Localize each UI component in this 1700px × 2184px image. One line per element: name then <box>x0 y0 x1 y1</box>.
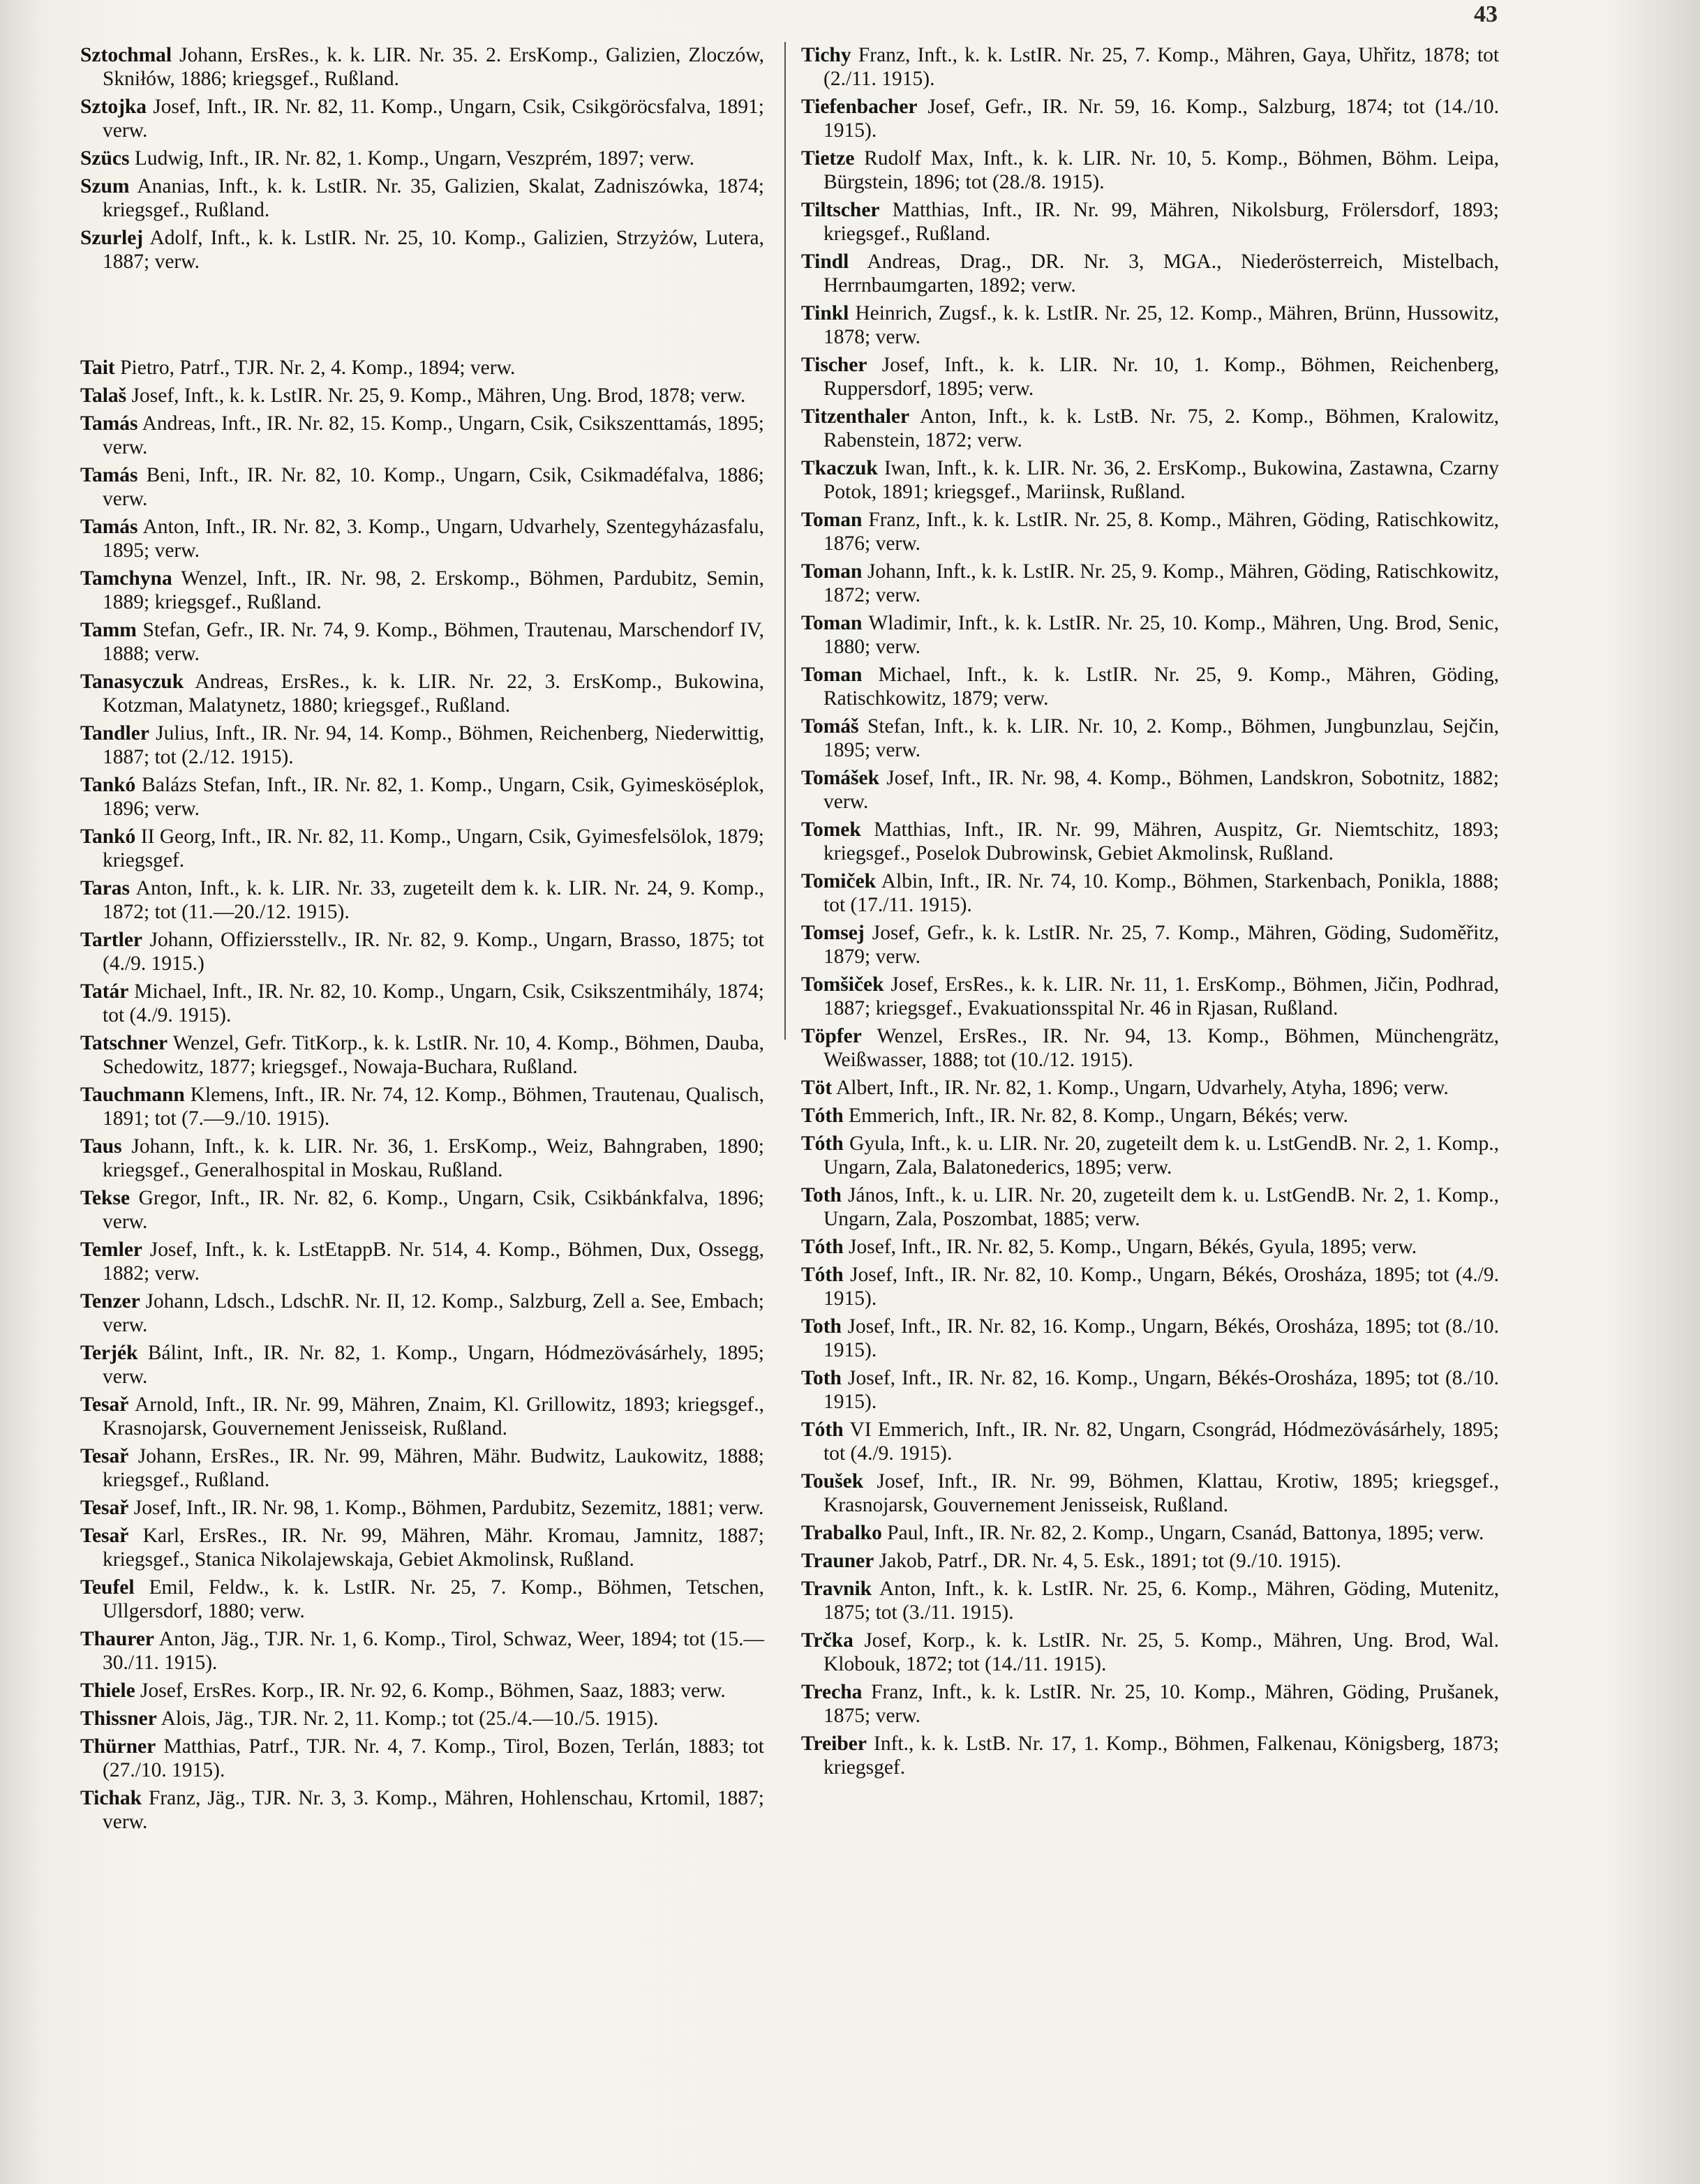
register-entry <box>801 1366 1499 1414</box>
entry-details: Inft., k. k. LstB. Nr. 17, 1. Komp., Böhmen, Falkenau, Königsberg, 1873; kriegsgef. <box>823 1733 1499 1779</box>
entry-details: Matthias, Inft., IR. Nr. 99, Mähren, Auspitz, Gr. Niemtschitz, 1893; kriegsgef., Poselok Dubrowinsk, Gebiet Akmolinsk, Rußland. <box>823 818 1499 865</box>
entry-details: Franz, Jäg., TJR. Nr. 3, 3. Komp., Mähren, Hohlenschau, Krtomil, 1887; verw. <box>103 1787 764 1833</box>
register-entry <box>801 147 1499 194</box>
column-divider <box>784 42 786 1040</box>
register-entry <box>80 618 764 666</box>
entry-details: Josef, Inft., IR. Nr. 98, 4. Komp., Böhmen, Landskron, Sobotnitz, 1882; verw. <box>823 767 1500 813</box>
entry-surname: Toušek <box>801 1470 864 1493</box>
register-entry <box>80 1679 764 1703</box>
register-entry <box>801 766 1499 814</box>
register-entry <box>80 1735 764 1782</box>
entry-details: Michael, Inft., k. k. LstIR. Nr. 25, 9. Komp., Mähren, Göding, Ratischkowitz, 1879; verw. <box>823 664 1499 710</box>
entry-surname: Terjék <box>80 1342 138 1364</box>
entry-details: Wenzel, ErsRes., IR. Nr. 94, 13. Komp., Böhmen, Münchengrätz, Weißwasser, 1888; tot (10./12. 1915). <box>823 1025 1500 1071</box>
entry-surname: Tischer <box>801 354 867 376</box>
entry-details: Franz, Inft., k. k. LstIR. Nr. 25, 7. Komp., Mähren, Gaya, Uhřitz, 1878; tot (2./11. 1915). <box>823 44 1500 90</box>
entry-surname: Tesař <box>80 1445 129 1467</box>
entry-details: Matthias, Inft., IR. Nr. 99, Mähren, Nikolsburg, Frölersdorf, 1893; kriegsgef., Rußland. <box>823 199 1499 245</box>
register-entry <box>801 198 1499 246</box>
entry-surname: Tamm <box>80 619 137 641</box>
register-entry <box>801 818 1499 865</box>
entry-details: Josef, Korp., k. k. LstIR. Nr. 25, 5. Komp., Mähren, Ung. Brod, Wal. Klobouk, 1872; tot (14./11. 1915). <box>823 1629 1499 1675</box>
entry-surname: Tomáš <box>801 715 859 738</box>
page-number: 43 <box>1474 1 1498 27</box>
entry-details: Beni, Inft., IR. Nr. 82, 10. Komp., Ungarn, Csik, Csikmadéfalva, 1886; verw. <box>103 464 765 510</box>
register-entry <box>80 1238 764 1285</box>
section-gap <box>80 278 764 356</box>
entry-surname: Tamás <box>80 464 138 486</box>
register-entry <box>80 1186 764 1234</box>
entry-details: Johann, Offiziersstellv., IR. Nr. 82, 9. Komp., Ungarn, Brasso, 1875; tot (4./9. 1915.) <box>103 929 764 975</box>
entry-details: Josef, Inft., k. k. LIR. Nr. 10, 1. Komp., Böhmen, Reichenberg, Ruppersdorf, 1895; verw. <box>823 354 1499 400</box>
register-entry <box>801 1549 1499 1573</box>
register-entry <box>801 1024 1499 1072</box>
register-entry <box>80 1083 764 1130</box>
register-entry <box>80 515 764 562</box>
register-entry <box>801 43 1499 91</box>
register-entry <box>801 508 1499 555</box>
entry-details: Johann, ErsRes., k. k. LIR. Nr. 35. 2. ErsKomp., Galizien, Zloczów, Skniłów, 1886; kriegsgef., Rußland. <box>103 44 764 90</box>
entry-details: Alois, Jäg., TJR. Nr. 2, 11. Komp.; tot (25./4.—10./5. 1915). <box>161 1707 659 1730</box>
entry-surname: Tinkl <box>801 302 849 324</box>
entry-surname: Tatár <box>80 980 129 1003</box>
entry-details: Gregor, Inft., IR. Nr. 82, 6. Komp., Ungarn, Csik, Csikbánkfalva, 1896; verw. <box>103 1187 764 1233</box>
register-entry <box>80 825 764 872</box>
entry-details: Josef, Inft., IR. Nr. 82, 11. Komp., Ungarn, Csik, Csikgöröcsfalva, 1891; verw. <box>103 96 765 142</box>
entry-surname: Tankó <box>80 774 136 796</box>
entry-details: Klemens, Inft., IR. Nr. 74, 12. Komp., Böhmen, Trautenau, Qualisch, 1891; tot (7.—9./10. 1915). <box>103 1084 764 1130</box>
entry-surname: Tóth <box>801 1105 844 1127</box>
entry-surname: Travnik <box>801 1578 872 1600</box>
entry-surname: Tóth <box>801 1419 844 1441</box>
entry-details: Johann, Inft., k. k. LIR. Nr. 36, 1. ErsKomp., Weiz, Bahngraben, 1890; kriegsgef., Generalhospital in Moskau, Rußland. <box>103 1135 765 1181</box>
register-entry <box>80 1786 764 1834</box>
register-entry <box>80 1524 764 1571</box>
register-entry <box>80 1444 764 1492</box>
entry-surname: Toman <box>801 612 863 634</box>
entry-surname: Trecha <box>801 1681 863 1703</box>
entry-details: Balázs Stefan, Inft., IR. Nr. 82, 1. Komp., Ungarn, Csik, Gyimesköséplok, 1896; verw. <box>103 774 765 820</box>
entry-surname: Tóth <box>801 1132 844 1155</box>
entry-surname: Szurlej <box>80 227 144 249</box>
entry-details: Anton, Inft., IR. Nr. 82, 3. Komp., Ungarn, Udvarhely, Szentegyházasfalu, 1895; verw. <box>103 516 764 562</box>
register-entry <box>801 1577 1499 1624</box>
register-entry <box>801 1315 1499 1362</box>
entry-surname: Tauchmann <box>80 1084 185 1106</box>
register-entry <box>801 1076 1499 1100</box>
entry-details: Franz, Inft., k. k. LstIR. Nr. 25, 8. Komp., Mähren, Göding, Ratischkowitz, 1876; verw. <box>823 509 1499 555</box>
register-entry <box>801 1104 1499 1128</box>
entry-surname: Sztojka <box>80 96 147 118</box>
entry-details: Josef, ErsRes. Korp., IR. Nr. 92, 6. Komp., Böhmen, Saaz, 1883; verw. <box>140 1680 726 1702</box>
register-entry <box>801 1183 1499 1231</box>
register-entry <box>80 567 764 614</box>
entry-surname: Titzenthaler <box>801 405 910 428</box>
entry-details: Josef, Inft., k. k. LstIR. Nr. 25, 9. Komp., Mähren, Ung. Brod, 1878; verw. <box>131 384 746 407</box>
entry-surname: Thaurer <box>80 1628 154 1650</box>
entry-surname: Tóth <box>801 1264 844 1286</box>
entry-surname: Töt <box>801 1077 833 1099</box>
register-entry <box>80 1031 764 1079</box>
entry-details: Wladimir, Inft., k. k. LstIR. Nr. 25, 10. Komp., Mähren, Ung. Brod, Senic, 1880; verw. <box>823 612 1499 658</box>
entry-surname: Treiber <box>801 1733 867 1755</box>
entry-surname: Temler <box>80 1239 143 1261</box>
entry-surname: Thiele <box>80 1680 135 1702</box>
register-entry <box>80 773 764 821</box>
register-entry <box>801 560 1499 607</box>
entry-details: Albin, Inft., IR. Nr. 74, 10. Komp., Böhmen, Starkenbach, Ponikla, 1888; tot (17./11. 1915). <box>823 870 1499 916</box>
register-entry <box>801 1732 1499 1779</box>
entry-surname: Taras <box>80 877 131 899</box>
register-entry <box>80 721 764 769</box>
register-entry <box>80 463 764 511</box>
entry-details: Michael, Inft., IR. Nr. 82, 10. Komp., Ungarn, Csik, Csikszentmihály, 1874; tot (4./9. 1915). <box>103 980 764 1026</box>
entry-details: Iwan, Inft., k. k. LIR. Nr. 36, 2. ErsKomp., Bukowina, Zastawna, Czarny Potok, 1891; kriegsgef., Mariinsk, Rußland. <box>823 457 1499 503</box>
entry-details: Gyula, Inft., k. u. LIR. Nr. 20, zugeteilt dem k. u. LstGendB. Nr. 2, 1. Komp., Ungarn, Zala, Balatonederics, 1895; verw. <box>823 1132 1499 1179</box>
entry-surname: Tiefenbacher <box>801 96 918 118</box>
register-entry <box>801 611 1499 659</box>
register-entry <box>80 1707 764 1730</box>
register-entry <box>801 715 1499 762</box>
entry-surname: Toman <box>801 664 863 686</box>
register-entry <box>80 412 764 459</box>
entry-surname: Tanasyczuk <box>80 671 184 693</box>
entry-details: Matthias, Patrf., TJR. Nr. 4, 7. Komp., Tirol, Bozen, Terlán, 1883; tot (27./10. 1915). <box>103 1735 764 1781</box>
entry-details: Ananias, Inft., k. k. LstIR. Nr. 35, Galizien, Skalat, Zadniszówka, 1874; kriegsgef., Rußland. <box>103 175 765 221</box>
register-entry <box>80 356 764 380</box>
entry-surname: Tichy <box>801 44 851 66</box>
entry-surname: Tartler <box>80 929 143 951</box>
entry-surname: Tomášek <box>801 767 880 789</box>
register-entry <box>801 1469 1499 1517</box>
entry-details: Josef, Inft., IR. Nr. 82, 10. Komp., Ungarn, Békés, Orosháza, 1895; tot (4./9. 1915). <box>823 1264 1499 1310</box>
entry-surname: Tomsej <box>801 922 865 944</box>
entry-details: Johann, Inft., k. k. LstIR. Nr. 25, 9. Komp., Mähren, Göding, Ratischkowitz, 1872; verw. <box>823 560 1499 606</box>
entry-details: Julius, Inft., IR. Nr. 94, 14. Komp., Böhmen, Reichenberg, Niederwittig, 1887; tot (2./12. 1915). <box>103 722 764 768</box>
entry-details: Heinrich, Zugsf., k. k. LstIR. Nr. 25, 12. Komp., Mähren, Brünn, Hussowitz, 1878; verw. <box>823 302 1499 348</box>
entry-details: Josef, Inft., IR. Nr. 82, 16. Komp., Ungarn, Békés, Orosháza, 1895; tot (8./10. 1915). <box>823 1315 1499 1361</box>
entry-details: Anton, Jäg., TJR. Nr. 1, 6. Komp., Tirol, Schwaz, Weer, 1894; tot (15.—30./11. 1915). <box>103 1628 764 1674</box>
entry-details: Josef, Inft., IR. Nr. 98, 1. Komp., Böhmen, Pardubitz, Sezemitz, 1881; verw. <box>133 1497 764 1519</box>
register-entry <box>80 1135 764 1182</box>
entry-surname: Teufel <box>80 1576 135 1599</box>
register-entry <box>80 876 764 924</box>
entry-details: Anton, Inft., k. k. LstIR. Nr. 25, 6. Komp., Mähren, Göding, Mutenitz, 1875; tot (3./11. 1915). <box>823 1578 1499 1624</box>
register-entry <box>801 921 1499 968</box>
register-entry <box>801 663 1499 710</box>
entry-details: II Georg, Inft., IR. Nr. 82, 11. Komp., Ungarn, Csik, Gyimesfelsölok, 1879; kriegsgef. <box>103 825 764 872</box>
entry-details: Josef, Inft., IR. Nr. 82, 5. Komp., Ungarn, Békés, Gyula, 1895; verw. <box>849 1236 1417 1258</box>
entry-details: Josef, Gefr., k. k. LstIR. Nr. 25, 7. Komp., Mähren, Göding, Sudoměřitz, 1879; verw. <box>823 922 1499 968</box>
entry-details: Ludwig, Inft., IR. Nr. 82, 1. Komp., Ungarn, Veszprém, 1897; verw. <box>134 147 694 170</box>
register-entry <box>80 43 764 91</box>
entry-surname: Toth <box>801 1184 842 1206</box>
entry-surname: Szum <box>80 175 130 197</box>
register-entry <box>80 980 764 1027</box>
entry-surname: Tamchyna <box>80 567 172 590</box>
entry-details: Johann, ErsRes., IR. Nr. 99, Mähren, Mähr. Budwitz, Laukowitz, 1888; kriegsgef., Rußland. <box>103 1445 764 1491</box>
entry-details: Josef, Gefr., IR. Nr. 59, 16. Komp., Salzburg, 1874; tot (14./10. 1915). <box>823 96 1500 142</box>
entry-details: Wenzel, Gefr. TitKorp., k. k. LstIR. Nr. 10, 4. Komp., Böhmen, Dauba, Schedowitz, 1877; kriegsgef., Nowaja-Buchara, Rußland. <box>103 1032 765 1078</box>
register-entry <box>801 456 1499 504</box>
register-entry <box>80 174 764 222</box>
entry-details: Stefan, Gefr., IR. Nr. 74, 9. Komp., Böhmen, Trautenau, Marschendorf IV, 1888; verw. <box>103 619 764 665</box>
entry-surname: Szücs <box>80 147 130 170</box>
entry-surname: Tamás <box>80 412 138 435</box>
entry-details: Andreas, Drag., DR. Nr. 3, MGA., Niederösterreich, Mistelbach, Herrnbaumgarten, 1892; verw. <box>823 250 1500 297</box>
register-entry <box>80 226 764 274</box>
entry-details: Karl, ErsRes., IR. Nr. 99, Mähren, Mähr. Kromau, Jamnitz, 1887; kriegsgef., Stanica Nikolajewskaja, Gebiet Akmolinsk, Rußland. <box>103 1525 765 1571</box>
entry-surname: Tandler <box>80 722 149 745</box>
entry-details: Anton, Inft., k. k. LstB. Nr. 75, 2. Komp., Böhmen, Kralowitz, Rabenstein, 1872; verw. <box>823 405 1500 451</box>
register-entry <box>80 95 764 142</box>
register-entry <box>80 1289 764 1337</box>
register-entry <box>801 250 1499 297</box>
entry-surname: Tekse <box>80 1187 131 1209</box>
entry-surname: Tankó <box>80 825 136 848</box>
entry-details: Arnold, Inft., IR. Nr. 99, Mähren, Znaim, Kl. Grillowitz, 1893; kriegsgef., Krasnojarsk, Gouvernement Jenisseisk, Rußland. <box>103 1393 764 1439</box>
entry-surname: Tiltscher <box>801 199 880 221</box>
entry-details: Albert, Inft., IR. Nr. 82, 1. Komp., Ungarn, Udvarhely, Atyha, 1896; verw. <box>836 1077 1449 1099</box>
entry-surname: Töpfer <box>801 1025 862 1047</box>
register-entry <box>801 1521 1499 1545</box>
entry-surname: Tietze <box>801 147 855 170</box>
register-entry <box>80 1341 764 1389</box>
register-entry <box>80 1393 764 1440</box>
left-column <box>80 43 764 1838</box>
entry-surname: Tindl <box>801 250 849 273</box>
entry-surname: Tichak <box>80 1787 142 1809</box>
entry-surname: Tomek <box>801 818 861 841</box>
entry-surname: Thürner <box>80 1735 156 1758</box>
register-entry <box>80 1627 764 1675</box>
entry-surname: Tenzer <box>80 1290 140 1312</box>
entry-details: Jakob, Patrf., DR. Nr. 4, 5. Esk., 1891; tot (9./10. 1915). <box>879 1550 1341 1572</box>
register-entry <box>801 301 1499 349</box>
entry-surname: Taus <box>80 1135 122 1158</box>
register-entry <box>801 353 1499 401</box>
entry-details: Emmerich, Inft., IR. Nr. 82, 8. Komp., Ungarn, Békés; verw. <box>849 1105 1348 1127</box>
entry-details: Anton, Inft., k. k. LIR. Nr. 33, zugeteilt dem k. k. LIR. Nr. 24, 9. Komp., 1872; tot (11.—20./12. 1915). <box>103 877 764 923</box>
entry-surname: Trauner <box>801 1550 874 1572</box>
entry-surname: Tamás <box>80 516 138 538</box>
register-entry <box>801 95 1499 142</box>
entry-details: Josef, Inft., IR. Nr. 82, 16. Komp., Ungarn, Békés-Orosháza, 1895; tot (8./10. 1915). <box>823 1367 1500 1413</box>
entry-details: Emil, Feldw., k. k. LstIR. Nr. 25, 7. Komp., Böhmen, Tetschen, Ullgersdorf, 1880; verw. <box>103 1576 764 1622</box>
entry-surname: Tkaczuk <box>801 457 878 479</box>
entry-details: Josef, Inft., k. k. LstEtappB. Nr. 514, 4. Komp., Böhmen, Dux, Ossegg, 1882; verw. <box>103 1239 765 1285</box>
register-entry <box>801 1263 1499 1310</box>
entry-details: Johann, Ldsch., LdschR. Nr. II, 12. Komp., Salzburg, Zell a. See, Embach; verw. <box>103 1290 764 1336</box>
register-entry <box>80 928 764 975</box>
entry-details: Bálint, Inft., IR. Nr. 82, 1. Komp., Ungarn, Hódmezövásárhely, 1895; verw. <box>103 1342 765 1388</box>
register-entry <box>80 147 764 170</box>
register-entry <box>801 1132 1499 1179</box>
entry-details: Rudolf Max, Inft., k. k. LIR. Nr. 10, 5. Komp., Böhmen, Böhm. Leipa, Bürgstein, 1896; tot (28./8. 1915). <box>823 147 1500 193</box>
entry-details: Josef, Inft., IR. Nr. 99, Böhmen, Klattau, Krotiw, 1895; kriegsgef., Krasnojarsk, Gouvernement Jenisseisk, Rußland. <box>823 1470 1499 1516</box>
entry-surname: Tóth <box>801 1236 844 1258</box>
entry-details: Franz, Inft., k. k. LstIR. Nr. 25, 10. Komp., Mähren, Göding, Prušanek, 1875; verw. <box>823 1681 1499 1727</box>
entry-surname: Tait <box>80 357 115 379</box>
register-entry <box>80 1576 764 1623</box>
entry-surname: Tomšiček <box>801 973 884 996</box>
entry-surname: Toth <box>801 1367 842 1389</box>
entry-details: Andreas, Inft., IR. Nr. 82, 15. Komp., Ungarn, Csik, Csikszenttamás, 1895; verw. <box>103 412 765 458</box>
entry-details: Adolf, Inft., k. k. LstIR. Nr. 25, 10. Komp., Galizien, Strzyżów, Lutera, 1887; verw. <box>103 227 765 273</box>
entry-surname: Tomiček <box>801 870 877 892</box>
entry-surname: Trčka <box>801 1629 853 1652</box>
entry-surname: Toth <box>801 1315 842 1338</box>
entry-details: Stefan, Inft., k. k. LIR. Nr. 10, 2. Komp., Böhmen, Jungbunzlau, Sejčin, 1895; verw. <box>823 715 1500 761</box>
entry-details: Wenzel, Inft., IR. Nr. 98, 2. Erskomp., Böhmen, Pardubitz, Semin, 1889; kriegsgef., Rußland. <box>103 567 764 613</box>
entry-surname: Trabalko <box>801 1522 882 1544</box>
register-entry <box>801 1680 1499 1728</box>
entry-details: Andreas, ErsRes., k. k. LIR. Nr. 22, 3. ErsKomp., Bukowina, Kotzman, Malatynetz, 1880; kriegsgef., Rußland. <box>103 671 765 717</box>
entry-surname: Toman <box>801 509 863 531</box>
entry-surname: Toman <box>801 560 863 583</box>
register-entry <box>801 973 1499 1020</box>
entry-surname: Tatschner <box>80 1032 168 1054</box>
entry-surname: Tesař <box>80 1525 129 1547</box>
entry-details: Pietro, Patrf., TJR. Nr. 2, 4. Komp., 1894; verw. <box>120 357 516 379</box>
register-entry <box>80 670 764 717</box>
right-column <box>801 43 1499 1783</box>
entry-details: János, Inft., k. u. LIR. Nr. 20, zugeteilt dem k. u. LstGendB. Nr. 2, 1. Komp., Ungarn, Zala, Poszombat, 1885; verw. <box>823 1184 1499 1230</box>
register-entry <box>801 869 1499 917</box>
entry-details: VI Emmerich, Inft., IR. Nr. 82, Ungarn, Csongrád, Hódmezövásárhely, 1895; tot (4./9. 1915). <box>823 1419 1499 1465</box>
entry-details: Josef, ErsRes., k. k. LIR. Nr. 11, 1. ErsKomp., Böhmen, Jičin, Podhrad, 1887; kriegsgef., Evakuationsspital Nr. 46 in Rjasan, Rußland. <box>823 973 1499 1019</box>
entry-surname: Sztochmal <box>80 44 172 66</box>
entry-surname: Tesař <box>80 1497 129 1519</box>
register-entry <box>801 1235 1499 1259</box>
register-entry <box>80 1496 764 1520</box>
entry-surname: Tesař <box>80 1393 129 1416</box>
entry-surname: Thissner <box>80 1707 157 1730</box>
register-entry <box>80 384 764 407</box>
register-entry <box>801 1629 1499 1676</box>
entry-surname: Talaš <box>80 384 127 407</box>
register-entry <box>801 405 1499 452</box>
register-entry <box>801 1418 1499 1465</box>
entry-details: Paul, Inft., IR. Nr. 82, 2. Komp., Ungarn, Csanád, Battonya, 1895; verw. <box>887 1522 1484 1544</box>
